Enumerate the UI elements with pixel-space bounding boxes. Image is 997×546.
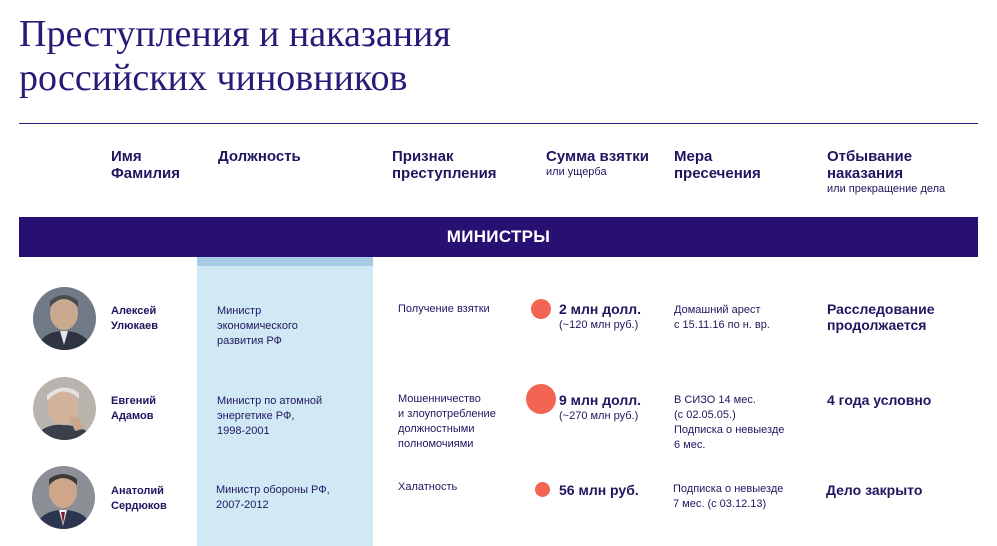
row1-crime-line: Получение взятки — [398, 303, 490, 315]
header-measure-line2: пресечения — [674, 165, 761, 182]
row2-first-name: Евгений — [111, 395, 156, 407]
row1-position-line: развития РФ — [217, 335, 282, 347]
portrait-photo-icon — [33, 287, 96, 350]
header-outcome-line1: Отбывание — [827, 148, 913, 165]
header-measure — [674, 148, 761, 182]
portrait-photo-icon — [32, 466, 95, 529]
row3-measure-line: 7 мес. (с 03.12.13) — [673, 498, 767, 510]
header-name-line1: Имя — [111, 148, 142, 165]
header-amount-sub: или ущерба — [546, 166, 607, 178]
row1-outcome-line: Расследование — [827, 301, 935, 317]
row2-outcome-line: 4 года условно — [827, 392, 932, 408]
row2-crime-line: и злоупотребление — [398, 408, 496, 420]
row3-name — [111, 484, 167, 514]
header-position — [218, 148, 301, 165]
row1-amount — [559, 300, 641, 333]
header-amount-line1: Сумма взятки — [546, 148, 649, 165]
row3-outcome-line: Дело закрыто — [826, 482, 923, 498]
position-column-cap — [197, 257, 373, 266]
row3-first-name: Анатолий — [111, 485, 164, 497]
row1-crime — [398, 302, 490, 317]
row2-measure-line: В СИЗО 14 мес. — [674, 394, 756, 406]
row3-crime — [398, 480, 457, 495]
row3-amount-main: 56 млн руб. — [559, 482, 639, 498]
row1-measure-line: Домашний арест — [674, 304, 761, 316]
header-crime-line2: преступления — [392, 165, 497, 182]
header-measure-line1: Мера — [674, 148, 713, 165]
row3-position — [216, 483, 330, 513]
row2-outcome — [827, 392, 931, 408]
row2-crime-line: Мошенничество — [398, 393, 481, 405]
row3-position-line: 2007-2012 — [216, 499, 269, 511]
portrait-photo-icon — [33, 377, 96, 440]
row2-position — [217, 394, 322, 439]
row1-last-name: Улюкаев — [111, 320, 159, 332]
row2-position-line: Министр по атомной — [217, 395, 323, 407]
row1-measure-line: с 15.11.16 по н. вр. — [674, 319, 770, 331]
row3-position-line: Министр обороны РФ, — [216, 484, 330, 496]
row3-crime-line: Халатность — [398, 481, 458, 493]
row3-measure — [673, 482, 783, 512]
row1-position-line: Министр — [217, 305, 262, 317]
row3-amount-dot — [535, 482, 550, 497]
row2-measure-line: (с 02.05.05.) — [674, 409, 736, 421]
avatar-photo — [33, 287, 96, 350]
header-outcome — [827, 148, 945, 197]
row2-amount — [559, 391, 641, 424]
title-line-2: российских чиновников — [19, 57, 408, 99]
row3-amount — [559, 481, 639, 499]
row2-measure — [674, 393, 784, 453]
row2-name — [111, 394, 156, 424]
row2-measure-line: Подписка о невыезде — [674, 424, 785, 436]
row2-position-line: энергетике РФ, — [217, 410, 295, 422]
row1-amount-main: 2 млн долл. — [559, 301, 642, 317]
title-divider — [19, 123, 978, 124]
row2-amount-dot — [526, 384, 556, 414]
row2-last-name: Адамов — [111, 410, 154, 422]
header-outcome-sub: или прекращение дела — [827, 183, 946, 195]
section-label: МИНИСТРЫ — [446, 227, 551, 246]
avatar-photo — [33, 377, 96, 440]
row1-outcome — [827, 301, 935, 333]
header-crime — [392, 148, 497, 182]
header-name-line2: Фамилия — [111, 165, 180, 182]
row1-name — [111, 304, 158, 334]
row2-measure-line: 6 мес. — [674, 439, 706, 451]
row1-amount-sub: (~120 млн руб.) — [559, 319, 639, 331]
row2-amount-main: 9 млн долл. — [559, 392, 642, 408]
row1-position — [217, 304, 298, 349]
title-line-1: Преступления и наказания — [19, 13, 451, 55]
section-band-ministers — [19, 217, 978, 257]
row3-last-name: Сердюков — [111, 500, 167, 512]
header-outcome-line2: наказания — [827, 165, 904, 182]
avatar-photo — [32, 466, 95, 529]
row3-outcome — [826, 482, 922, 498]
row2-crime-line: полномочиями — [398, 438, 474, 450]
row1-first-name: Алексей — [111, 305, 157, 317]
row2-crime — [398, 392, 496, 452]
row1-measure — [674, 303, 770, 333]
row1-position-line: экономического — [217, 320, 298, 332]
row1-amount-dot — [531, 299, 551, 319]
header-amount — [546, 148, 649, 180]
row2-position-line: 1998-2001 — [217, 425, 270, 437]
header-crime-line1: Признак — [392, 148, 454, 165]
header-position-line1: Должность — [218, 148, 301, 165]
row2-amount-sub: (~270 млн руб.) — [559, 410, 639, 422]
row1-outcome-line: продолжается — [827, 317, 927, 333]
header-name — [111, 148, 180, 182]
row2-crime-line: должностными — [398, 423, 475, 435]
row3-measure-line: Подписка о невыезде — [673, 483, 784, 495]
page-title — [19, 12, 451, 100]
